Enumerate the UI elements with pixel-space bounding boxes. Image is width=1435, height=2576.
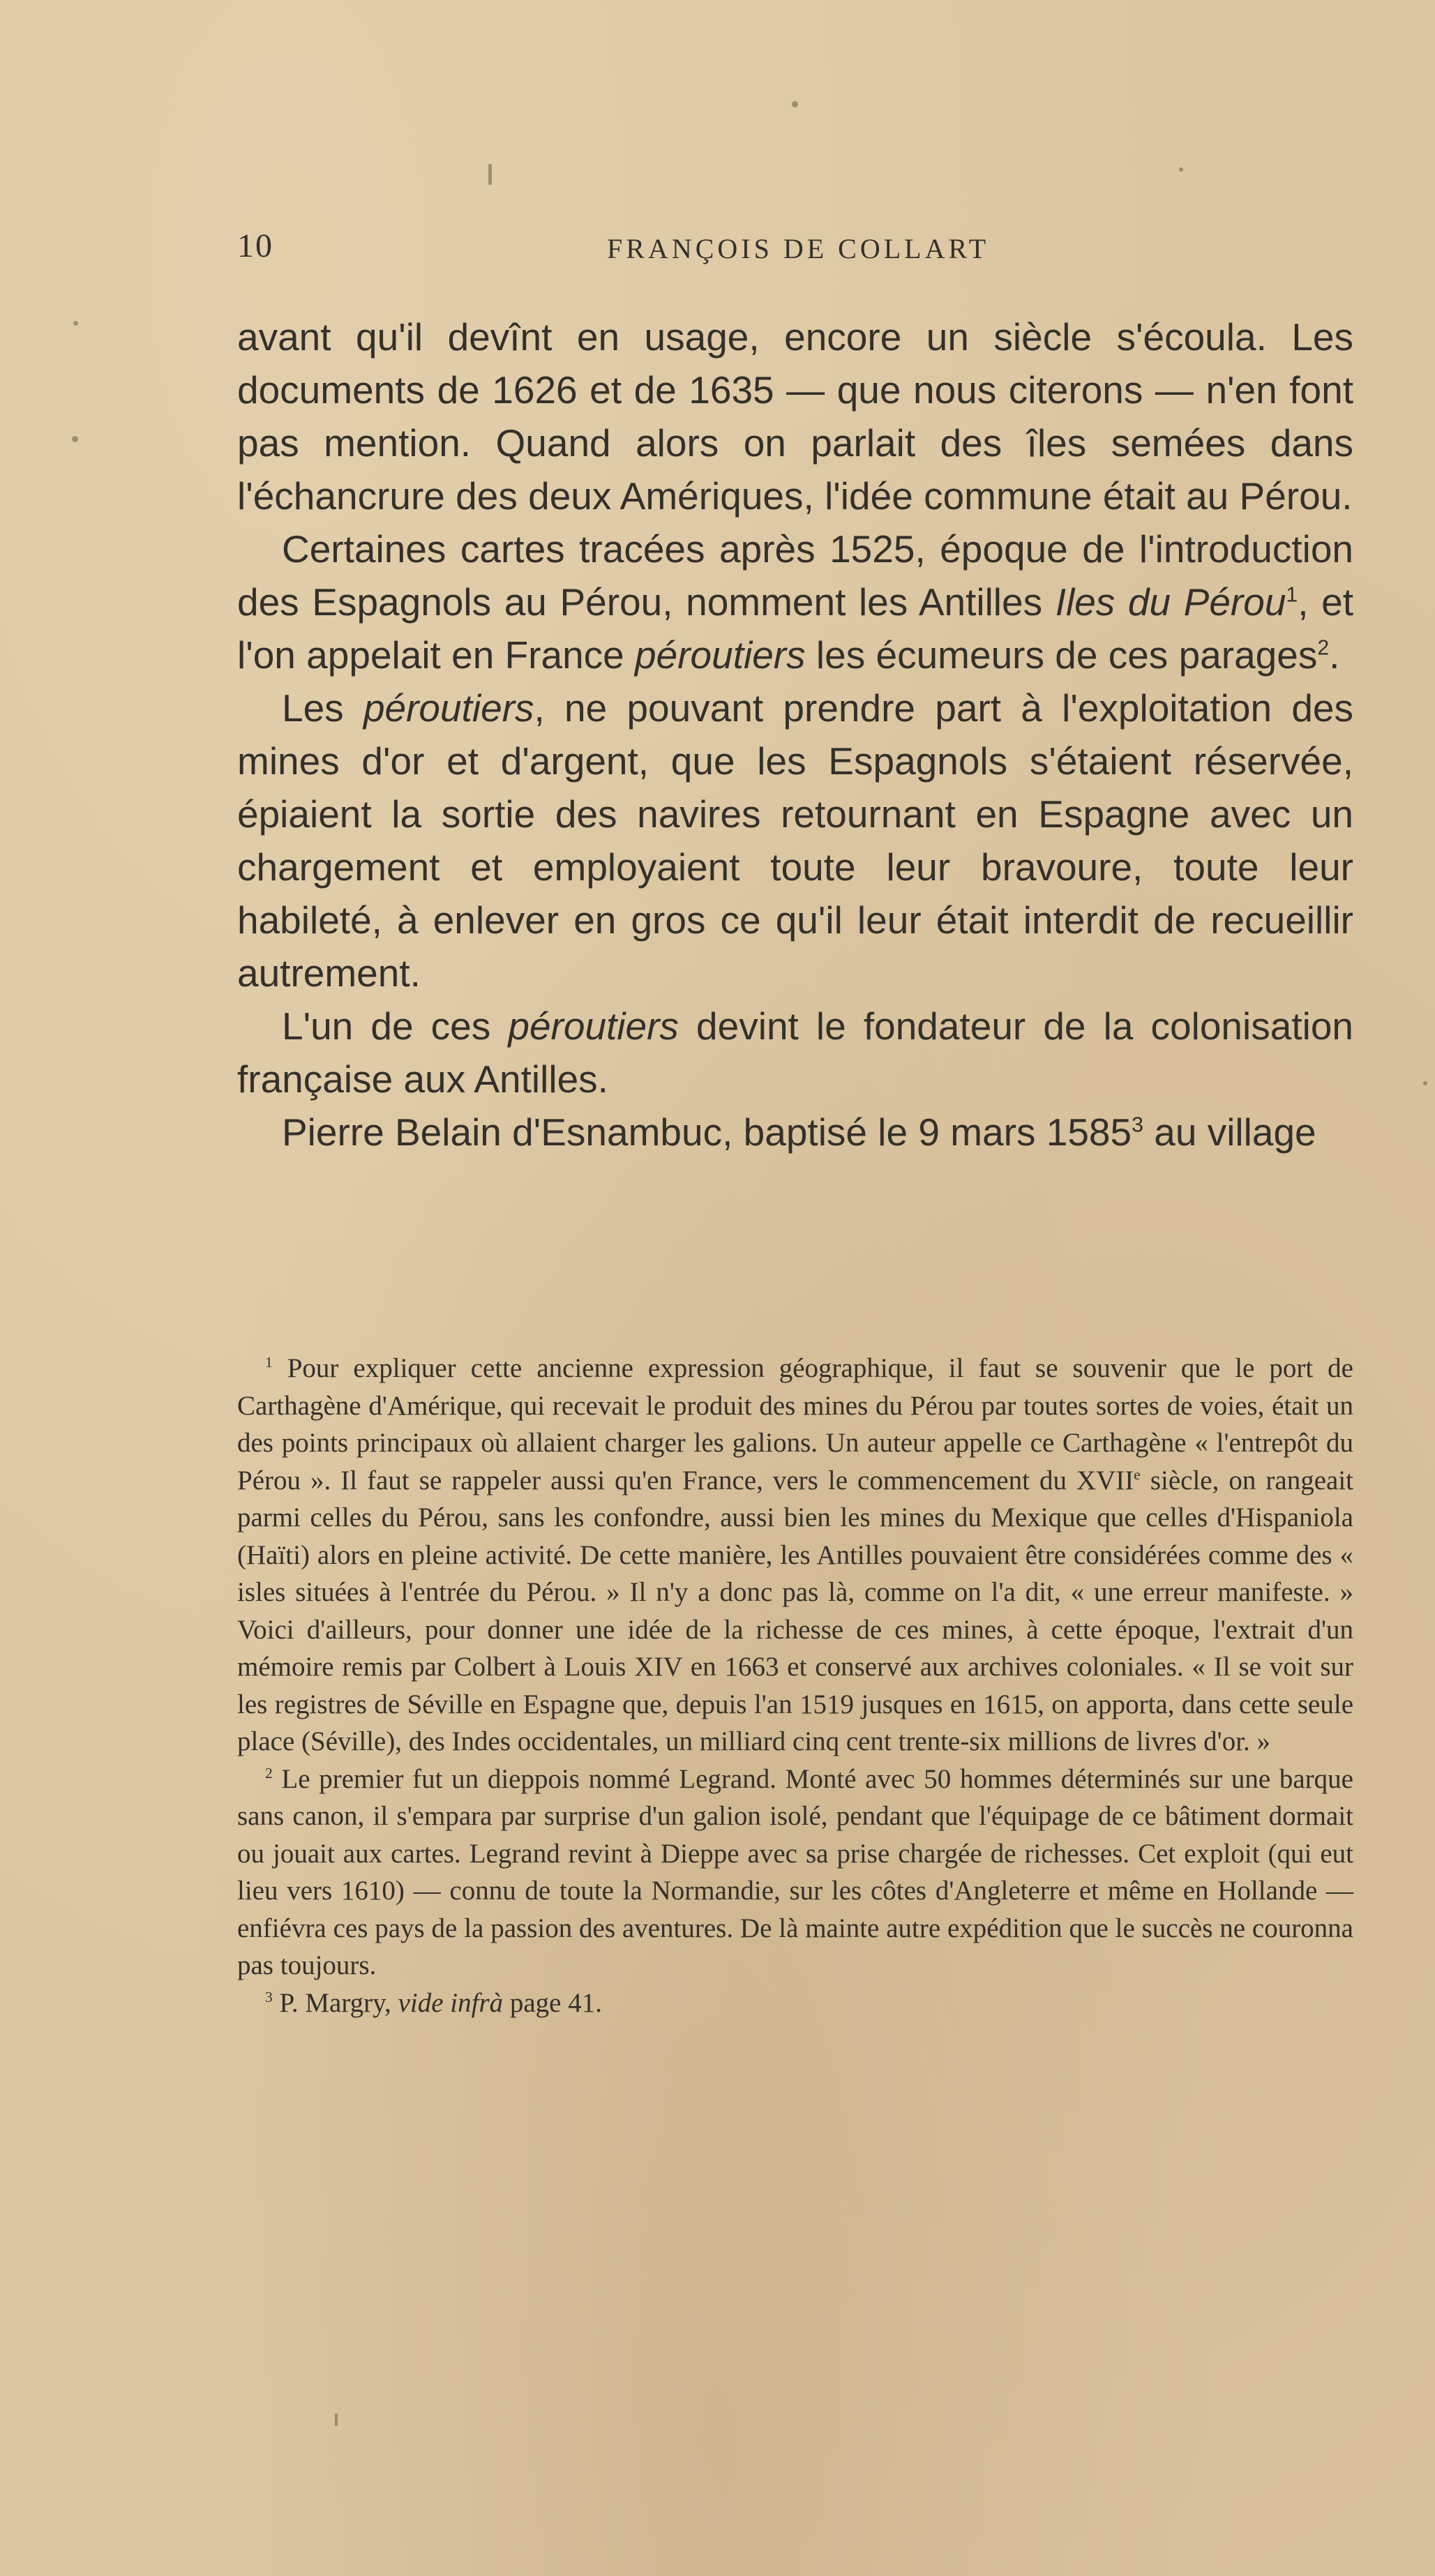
paragraph-3: Les péroutiers, ne pouvant prendre part à l'exploitation des mines d'or et d'argent, que les Espagnols s'étaient réservée, épiaient la sortie des navires retournant en Espagne avec un chargement et employaient toute leur bravoure, toute leur habileté, à enlever en gros ce qu'il leur était interdit de recueillir autrement.	[237, 686, 1353, 995]
footnote-marker: 2	[265, 1764, 273, 1782]
footnotes	[237, 1350, 1353, 2021]
paragraph-2: Certaines cartes tracées après 1525, époque de l'introduction des Espagnols au Pérou, nomment les Antilles Iles du Pérou$^1$, et l'on appelait en France péroutiers les écumeurs de ces parages$^2$.	[237, 527, 1353, 677]
footnote-1: $^1$ Pour expliquer cette ancienne expression géographique, il faut se souvenir que le port de Carthagène d'Amérique, qui recevait le produit des mines du Pérou par toutes sortes de voies, était un des points principaux où allaient charger les galions. Un auteur appelle ce Carthagène « l'entrepôt du Pérou ». Il faut se rappeler aussi qu'en France, vers le commencement du XVIIe siècle, on rangeait parmi celles du Pérou, sans les confondre, aussi bien les mines du Mexique que celles d'Hispaniola (Haïti) alors en pleine activité. De cette manière, les Antilles pouvaient être considérées comme des « isles situées à l'entrée du Pérou. » Il n'y a donc pas là, comme on l'a dit, « une erreur manifeste. » Voici d'ailleurs, pour donner une idée de la richesse de ces mines, à cette époque, l'extrait d'un mémoire remis par Colbert à Louis XIV en 1663 et conservé aux archives coloniales. « Il se voit sur les registres de Séville en Espagne que, depuis l'an 1519 jusques en 1615, on apporta, dans cette seule place (Séville), des Indes occidentales, un milliard cinq cent trente-six millions de livres d'or. »	[237, 1353, 1353, 1756]
footnote-ref-2: 2	[1317, 636, 1330, 660]
running-title: FRANÇOIS DE COLLART	[607, 233, 990, 264]
footnote-marker: 3	[265, 1988, 273, 2005]
footnote-3: $^3$ P. Margry, vide infrà page 41.	[265, 1987, 602, 2018]
main-text	[237, 310, 1353, 1159]
paragraph-5: Pierre Belain d'Esnambuc, baptisé le 9 mars 1585$^3$ au village	[282, 1110, 1316, 1154]
paragraph-1: avant qu'il devînt en usage, encore un siècle s'écoula. Les documents de 1626 et de 1635 — que nous citerons — n'en font pas mention. Quand alors on parlait des îles semées dans l'échancrure des deux Amériques, l'idée commune était au Pérou.	[237, 315, 1353, 518]
paragraph-4: L'un de ces péroutiers devint le fondateur de la colonisation française aux Antilles.	[237, 1004, 1354, 1101]
page-number: 10	[237, 227, 273, 264]
running-head	[237, 227, 1353, 283]
footnote-2: $^2$ Le premier fut un dieppois nommé Legrand. Monté avec 50 hommes déterminés sur une barque sans canon, il s'empara par surprise d'un galion isolé, pendant que l'équipage de ce bâtiment dormait ou jouait aux cartes. Legrand revint à Dieppe avec sa prise chargée de richesses. Cet exploit (qui eut lieu vers 1610) — connu de toute la Normandie, sur les côtes d'Angleterre et même en Hollande — enfiévra ces pays de la passion des aventures. De là mainte autre expédition que le succès ne couronna pas toujours.	[237, 1763, 1353, 1980]
footnote-marker: 1	[265, 1354, 273, 1371]
footnote-ref-3: 3	[1132, 1113, 1143, 1137]
footnote-ref-1: 1	[1286, 583, 1298, 607]
